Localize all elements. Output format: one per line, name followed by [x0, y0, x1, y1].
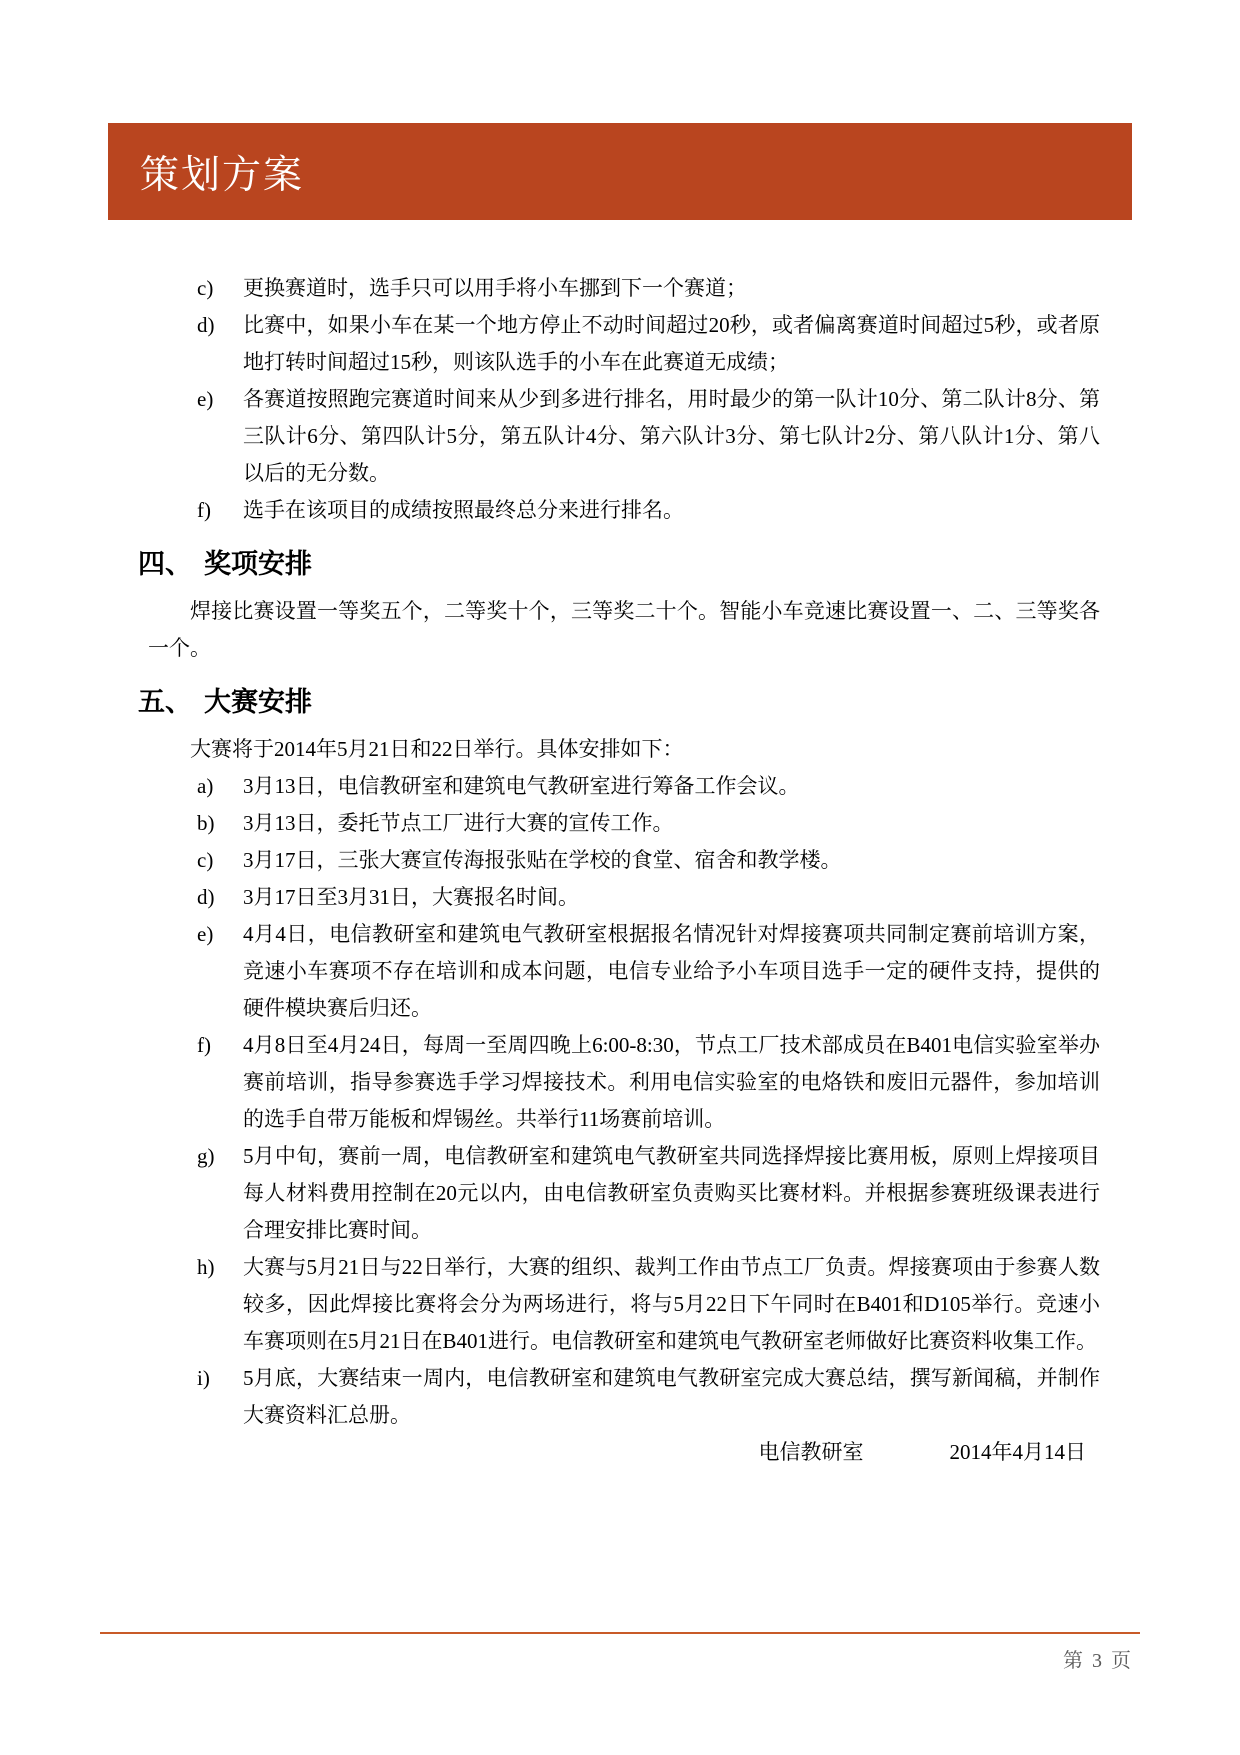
section-title: 大赛安排	[204, 687, 312, 717]
list-item	[148, 916, 1100, 1027]
signature-row	[148, 1434, 1100, 1471]
list-marker: a)	[197, 774, 214, 798]
section-heading-awards	[138, 541, 1100, 587]
list-marker: d)	[197, 313, 215, 337]
list-marker: c)	[197, 848, 214, 872]
list-item-text: 各赛道按照跑完赛道时间来从少到多进行排名，用时最少的第一队计10分、第二队计8分、第三队计6分、第四队计5分，第五队计4分、第六队计3分、第七队计2分、第八队计1分、第八以后的无分数。	[243, 387, 1100, 485]
list-item-text: 5月底，大赛结束一周内，电信教研室和建筑电气教研室完成大赛总结，撰写新闻稿，并制作大赛资料汇总册。	[243, 1366, 1100, 1427]
list-item-text: 选手在该项目的成绩按照最终总分来进行排名。	[243, 498, 684, 522]
list-marker: b)	[197, 811, 215, 835]
list-marker: g)	[197, 1144, 215, 1168]
list-item-text: 3月13日，电信教研室和建筑电气教研室进行筹备工作会议。	[243, 774, 800, 798]
list-item-text: 4月8日至4月24日，每周一至周四晚上6:00-8:30，节点工厂技术部成员在B401电信实验室举办赛前培训，指导参赛选手学习焊接技术。利用电信实验室的电烙铁和废旧元器件，参加培训的选手自带万能板和焊锡丝。共举行11场赛前培训。	[243, 1033, 1100, 1131]
list-item	[148, 381, 1100, 492]
schedule-intro: 大赛将于2014年5月21日和22日举行。具体安排如下：	[190, 737, 684, 761]
list-item	[148, 879, 1100, 916]
list-item	[148, 1027, 1100, 1138]
document-title: 策划方案	[140, 153, 305, 197]
list-marker: f)	[197, 1033, 211, 1057]
list-item-text: 3月13日，委托节点工厂进行大赛的宣传工作。	[243, 811, 674, 835]
list-item	[148, 768, 1100, 805]
list-item-text: 3月17日，三张大赛宣传海报张贴在学校的食堂、宿舍和教学楼。	[243, 848, 842, 872]
signature-org: 电信教研室	[758, 1440, 864, 1464]
list-item-text: 4月4日，电信教研室和建筑电气教研室根据报名情况针对焊接赛项共同制定赛前培训方案，竞速小车赛项不存在培训和成本问题，电信专业给予小车项目选手一定的硬件支持，提供的硬件模块赛后归还。	[243, 922, 1100, 1020]
title-banner	[108, 123, 1132, 220]
page-number: 第 3 页	[1063, 1650, 1133, 1672]
list-item	[148, 307, 1100, 381]
list-item-text: 更换赛道时，选手只可以用手将小车挪到下一个赛道；	[243, 276, 747, 300]
list-item	[148, 1138, 1100, 1249]
list-item	[148, 1249, 1100, 1360]
section-title: 奖项安排	[204, 549, 312, 579]
list-marker: h)	[197, 1255, 215, 1279]
list-marker: d)	[197, 885, 215, 909]
list-item	[148, 805, 1100, 842]
list-item	[148, 1360, 1100, 1434]
list-marker: e)	[197, 922, 214, 946]
list-item	[148, 270, 1100, 307]
list-marker: c)	[197, 276, 214, 300]
awards-paragraph: 焊接比赛设置一等奖五个，二等奖十个，三等奖二十个。智能小车竞速比赛设置一、二、三等奖各一个。	[148, 599, 1100, 660]
list-item-text: 3月17日至3月31日，大赛报名时间。	[243, 885, 579, 909]
document-body	[138, 270, 1100, 1471]
list-marker: e)	[197, 387, 214, 411]
list-item	[148, 842, 1100, 879]
section-number: 四、	[138, 549, 192, 579]
list-item-text: 比赛中，如果小车在某一个地方停止不动时间超过20秒，或者偏离赛道时间超过5秒，或者原地打转时间超过15秒，则该队选手的小车在此赛道无成绩；	[243, 313, 1100, 374]
list-item-text: 大赛与5月21日与22日举行，大赛的组织、裁判工作由节点工厂负责。焊接赛项由于参赛人数较多，因此焊接比赛将会分为两场进行，将与5月22日下午同时在B401和D105举行。竞速小车赛项则在5月21日在B401进行。电信教研室和建筑电气教研室老师做好比赛资料收集工作。	[243, 1255, 1100, 1353]
list-item-text: 5月中旬，赛前一周，电信教研室和建筑电气教研室共同选择焊接比赛用板，原则上焊接项目每人材料费用控制在20元以内，由电信教研室负责购买比赛材料。并根据参赛班级课表进行合理安排比赛时间。	[243, 1144, 1100, 1242]
footer-divider	[100, 1632, 1140, 1634]
section-heading-schedule	[138, 679, 1100, 725]
list-item	[148, 492, 1100, 529]
section-number: 五、	[138, 687, 192, 717]
signature-date: 2014年4月14日	[949, 1440, 1086, 1464]
list-marker: f)	[197, 498, 211, 522]
list-marker: i)	[197, 1366, 210, 1390]
